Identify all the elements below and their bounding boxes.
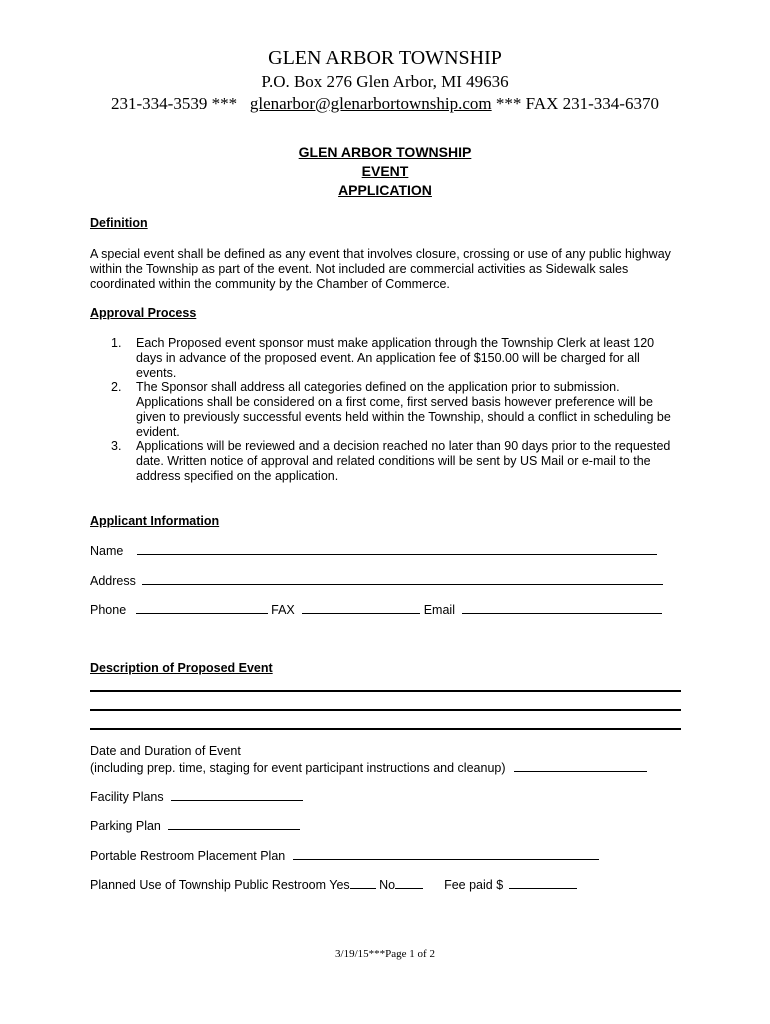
item-number: 3. <box>111 439 122 453</box>
email-label: Email <box>423 603 455 617</box>
email-field[interactable] <box>462 602 662 614</box>
date-sub-label: (including prep. time, staging for event participant instructions and cleanup) <box>90 761 506 775</box>
definition-line: coordinated within the community by the Chamber of Commerce. <box>90 277 450 291</box>
item-line: Applications will be reviewed and a decision reached no later than 90 days prior to the requested <box>136 439 671 453</box>
item-line: Applications shall be considered on a first come, first served basis however preference will be <box>136 395 653 409</box>
parking-label: Parking Plan <box>90 819 161 833</box>
definition-line: within the Township as part of the event. Not included are commercial activities as Sidewalk sales <box>90 262 629 276</box>
restroom-label: Portable Restroom Placement Plan <box>90 849 286 863</box>
restroom-yes-field[interactable] <box>350 877 376 889</box>
address-label: Address <box>90 574 136 588</box>
phone-text: 231-334-3539 *** <box>111 94 238 113</box>
address-field[interactable] <box>142 573 663 585</box>
date-label: Date and Duration of Event <box>90 744 241 758</box>
item-line: given to previously successful events held within the Township, should a conflict in scheduling be <box>136 410 671 424</box>
description-line[interactable] <box>90 690 681 692</box>
item-line: Each Proposed event sponsor must make application through the Township Clerk at least 120 <box>136 336 655 350</box>
phone-label: Phone <box>90 603 127 617</box>
approval-item <box>111 439 681 484</box>
date-row <box>90 760 647 776</box>
approval-item <box>111 380 681 440</box>
item-line: evident. <box>136 425 180 439</box>
item-line: date. Written notice of approval and related conditions will be sent by US Mail or e-mail to the <box>136 454 651 468</box>
facility-label: Facility Plans <box>90 790 164 804</box>
restroom-plan-field[interactable] <box>293 848 599 860</box>
restroom-row <box>90 848 599 864</box>
item-number: 2. <box>111 380 122 394</box>
fax-label: FAX <box>271 603 295 617</box>
description-line[interactable] <box>90 709 681 711</box>
item-line: The Sponsor shall address all categories defined on the application prior to submission. <box>136 380 620 394</box>
description-heading: Description of Proposed Event <box>90 661 273 675</box>
fee-label: Fee paid $ <box>444 878 504 892</box>
contact-line <box>0 94 770 114</box>
form-title-line3: APPLICATION <box>338 182 432 198</box>
phone-field[interactable] <box>136 602 268 614</box>
org-address: P.O. Box 276 Glen Arbor, MI 49636 <box>261 72 509 91</box>
contact-row <box>90 602 662 618</box>
address-row <box>90 573 663 589</box>
no-label: No <box>379 878 396 892</box>
form-title-line2: EVENT <box>361 163 409 179</box>
name-label: Name <box>90 544 124 558</box>
fax-field[interactable] <box>302 602 420 614</box>
name-row <box>90 543 657 559</box>
approval-heading: Approval Process <box>90 306 197 320</box>
email-link[interactable]: glenarbor@glenarbortownship.com <box>249 94 492 113</box>
restroom-no-field[interactable] <box>395 877 423 889</box>
date-duration-field[interactable] <box>514 760 647 772</box>
approval-item <box>111 336 681 381</box>
item-line: days in advance of the proposed event. An application fee of $150.00 will be charged for all <box>136 351 640 365</box>
org-name: GLEN ARBOR TOWNSHIP <box>268 47 502 69</box>
item-line: address specified on the application. <box>136 469 339 483</box>
item-line: events. <box>136 366 177 380</box>
applicant-heading: Applicant Information <box>90 514 220 528</box>
definition-heading: Definition <box>90 216 148 230</box>
form-title-line1: GLEN ARBOR TOWNSHIP <box>298 144 472 160</box>
page-footer: 3/19/15***Page 1 of 2 <box>335 948 435 960</box>
public-restroom-label: Planned Use of Township Public Restroom Yes <box>90 878 350 892</box>
public-restroom-row <box>90 877 577 893</box>
facility-row <box>90 789 303 805</box>
item-number: 1. <box>111 336 122 350</box>
facility-plans-field[interactable] <box>171 789 303 801</box>
definition-line: A special event shall be defined as any event that involves closure, crossing or use of any public highway <box>90 247 671 261</box>
parking-row <box>90 818 300 834</box>
parking-plan-field[interactable] <box>168 818 300 830</box>
fax-text: *** FAX 231-334-6370 <box>495 94 659 113</box>
name-field[interactable] <box>137 543 657 555</box>
fee-paid-field[interactable] <box>509 877 577 889</box>
description-line[interactable] <box>90 728 681 730</box>
